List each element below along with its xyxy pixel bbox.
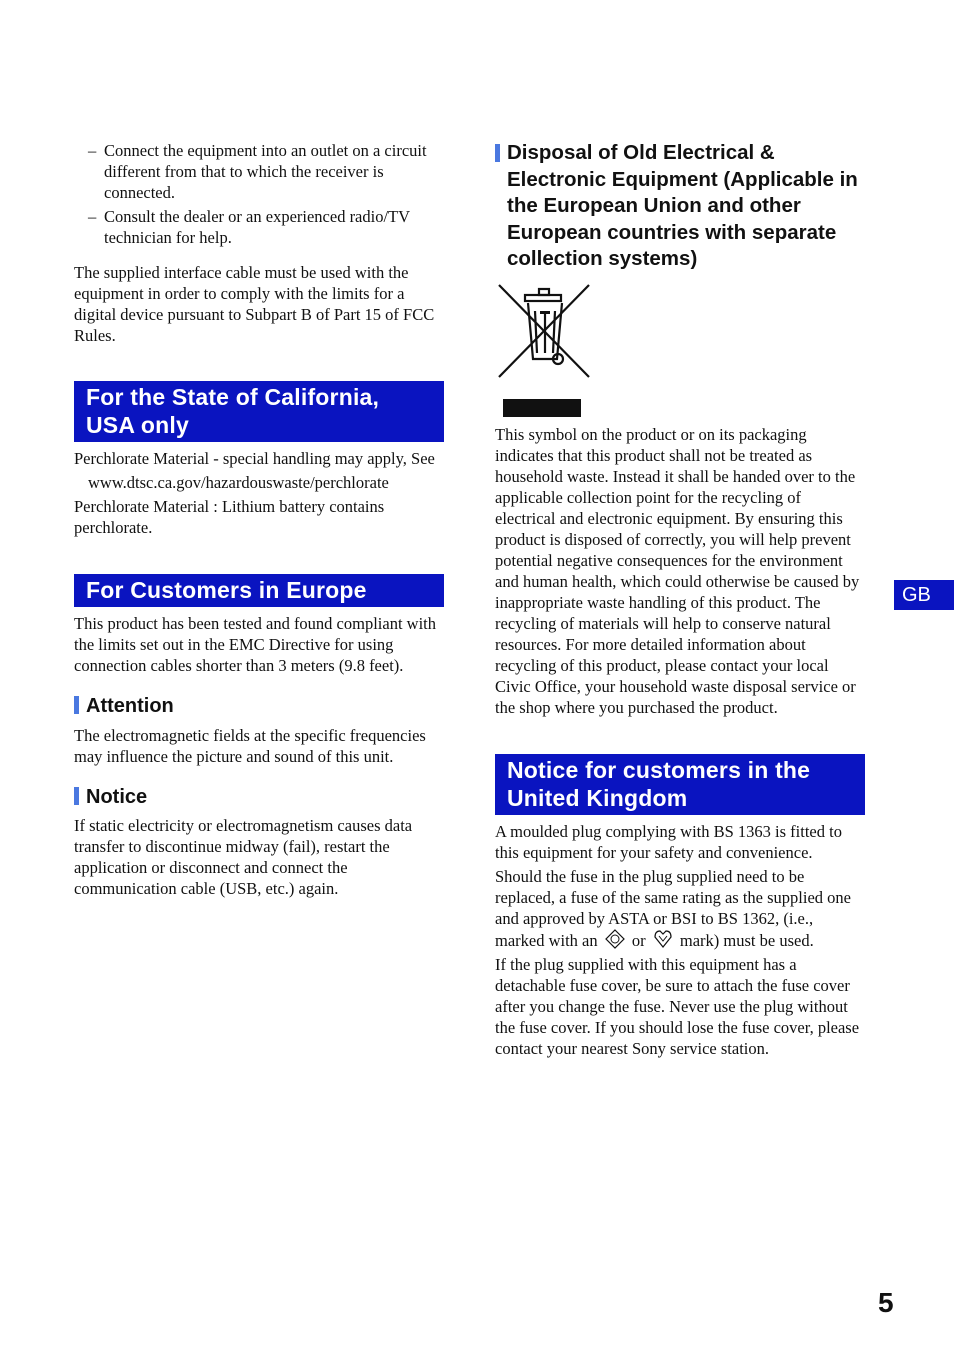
list-item: – Connect the equipment into an outlet on a circuit different from that to which the receiver is connected. [88,141,427,202]
uk-fuse-paragraph: Should the fuse in the plug supplied need to be replaced, a fuse of the same rating as the supplied one and approved by ASTA or BSI to BS 1362, (i.e., marked with an or mark) must be used. [495,866,851,950]
europe-heading: For Customers in Europe [74,574,444,607]
heading-accent-bar [74,696,79,714]
left-column [74,140,444,899]
uk-fuse-cover-paragraph: If the plug supplied with this equipment has a detachable fuse cover, be sure to attach the fuse cover after you change the fuse. Never use the plug without the fuse cover. If you should lose the fuse cover, please contact your nearest Sony service station. [495,954,860,1058]
notice-paragraph: If static electricity or electromagnetism causes data transfer to discontinue midway (fail), restart the application or disconnect and connect the communication cable (USB, etc.) again. [74,816,413,898]
lithium-battery-paragraph: Perchlorate Material : Lithium battery contains perchlorate. [74,497,385,537]
language-tab-gb: GB [894,580,954,610]
uk-heading: Notice for customers in the United Kingdom [495,754,865,815]
bullet-dash: – [88,207,97,226]
right-column [495,140,865,1059]
heading-accent-bar [495,144,500,162]
california-heading: For the State of California, USA only [74,381,444,442]
uk-plug-paragraph: A moulded plug complying with BS 1363 is fitted to this equipment for your safety and convenience. [495,821,842,862]
attention-heading: Attention [74,693,444,719]
perchlorate-url: www.dtsc.ca.gov/hazardouswaste/perchlorate [88,473,389,492]
bullet-dash: – [88,141,97,160]
bsi-kitemark-icon [653,929,673,949]
list-item: – Consult the dealer or an experienced radio/TV technician for help. [88,207,410,247]
weee-symbol [495,281,865,416]
emc-paragraph: This product has been tested and found compliant with the limits set out in the EMC Directive for using connection cables shorter than 3 meters (9.8 feet). [74,614,437,675]
disposal-paragraph: This symbol on the product or on its packaging indicates that this product shall not be treated as household waste. Instead it shall be handed over to the applicable collection point for the recycling of electrical and electronic equipment. By ensuring this product is disposed of correctly, you will help prevent potential negative consequences for the environment and human health, which could otherwise be caused by inappropriate waste handling of this product. The recycling of materials will help to conserve natural resources. For more detailed information about recycling of this product, please contact your local Civic Office, your household waste disposal service or the shop where you purchased the product. [495,424,860,717]
crossed-out-wheelie-bin-icon [495,281,595,421]
fcc-bullet-list [74,140,444,248]
interface-cable-paragraph: The supplied interface cable must be used with the equipment in order to comply with the limits for a digital device pursuant to Subpart B of Part 15 of FCC Rules. [74,263,435,345]
disposal-heading: Disposal of Old Electrical & Electronic Equipment (Applicable in the European Union and other European countries with separate collection systems) [495,140,865,273]
asta-mark-icon [605,929,625,949]
attention-paragraph: The electromagnetic fields at the specific frequencies may influence the picture and sound of this unit. [74,726,426,766]
page-number: 5 [878,1287,894,1318]
perchlorate-paragraph: Perchlorate Material - special handling may apply, See [74,449,435,468]
notice-heading: Notice [74,784,444,810]
heading-accent-bar [74,787,79,805]
